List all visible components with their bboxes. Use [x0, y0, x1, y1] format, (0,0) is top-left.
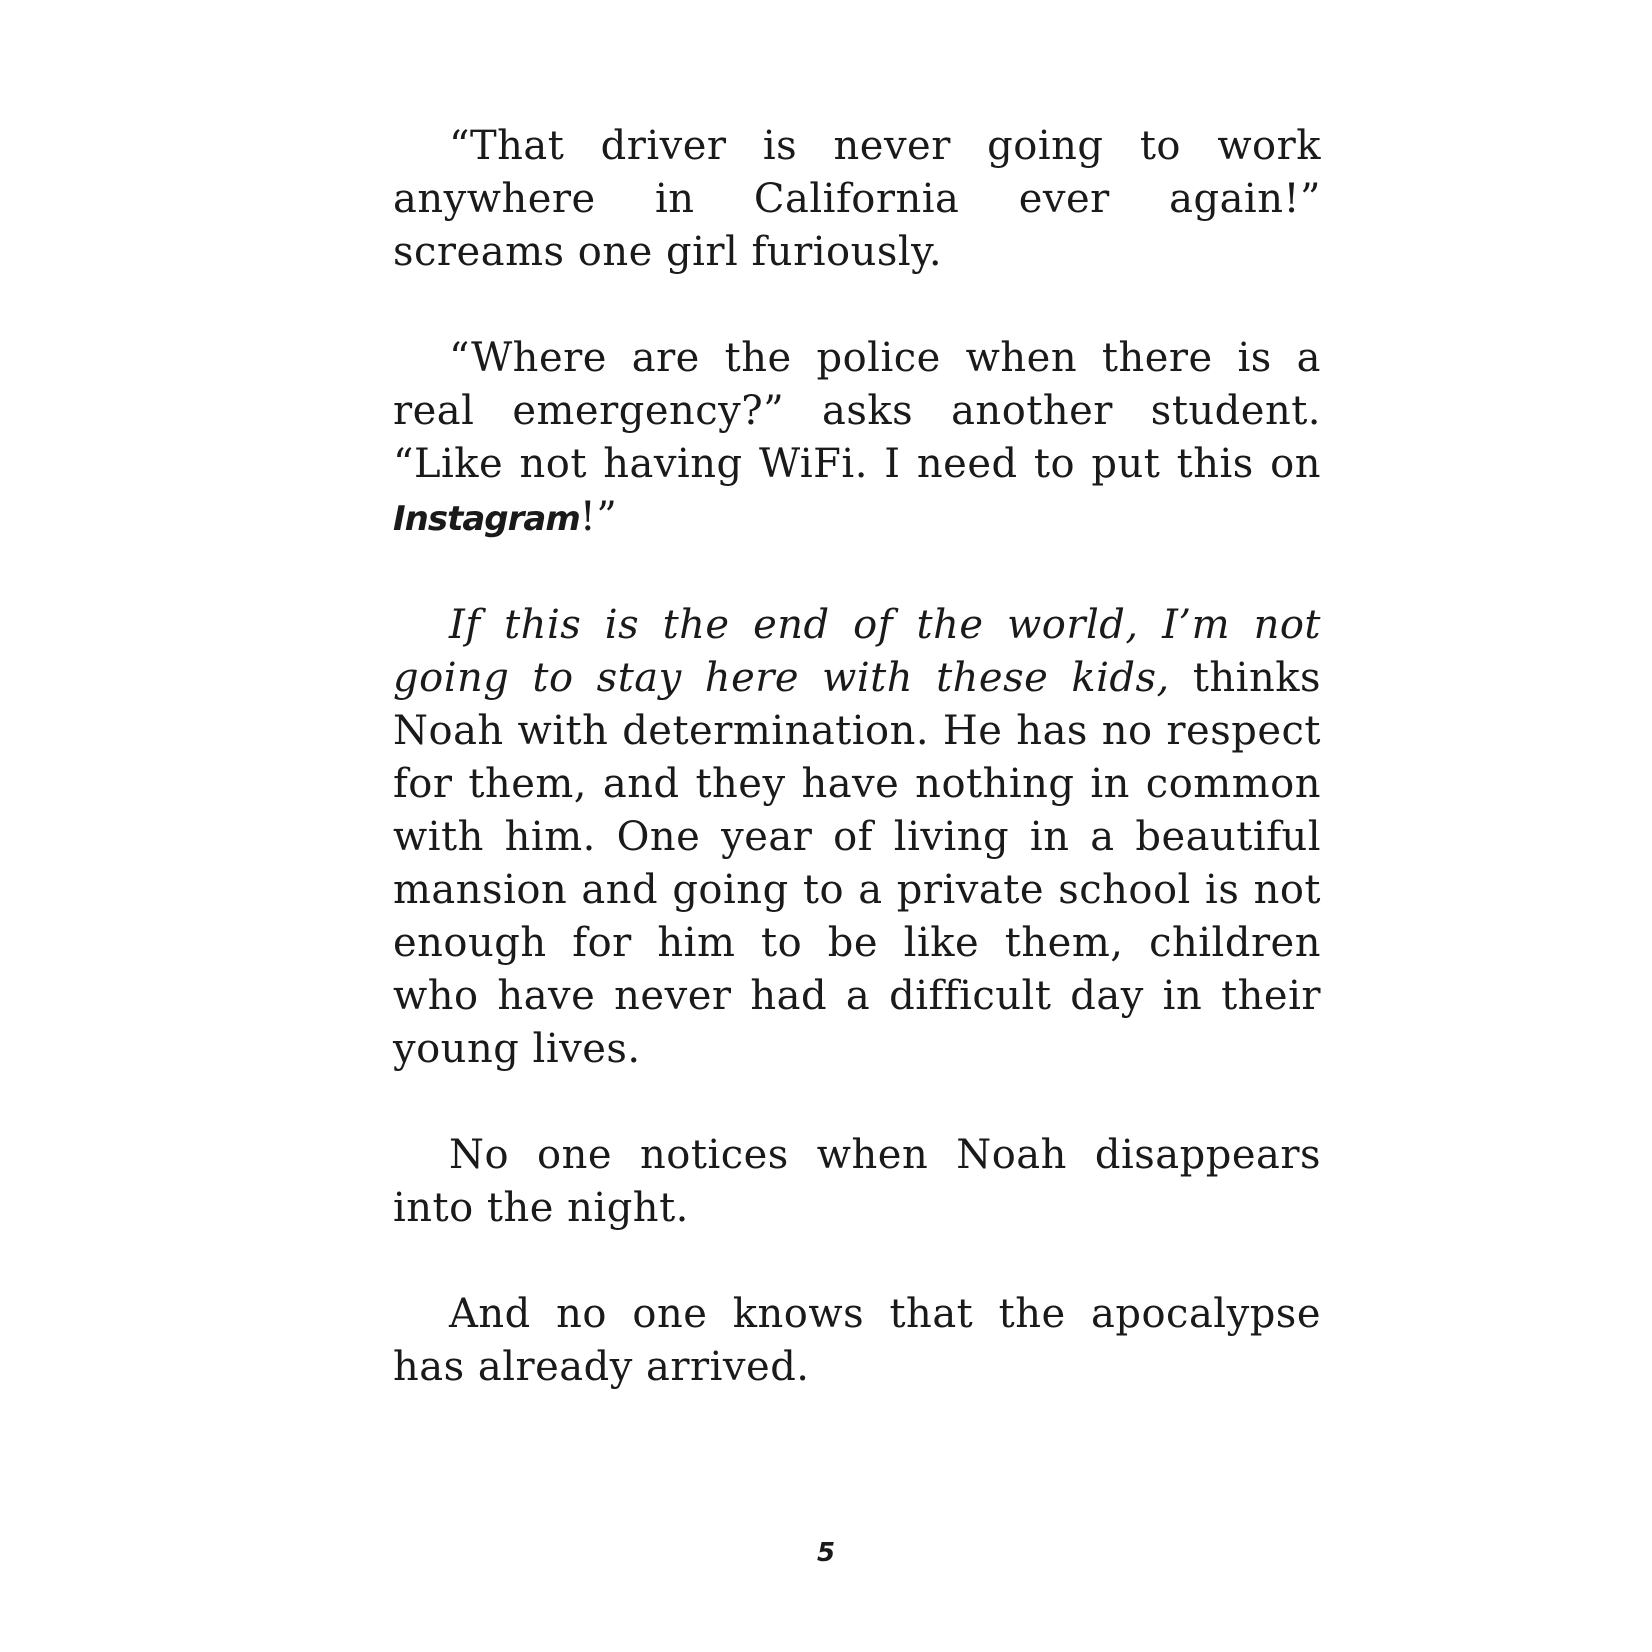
page-number: 5: [816, 1538, 836, 1568]
paragraph-2-text: “Where are the police when there is a real emergency?” asks another student. “Like not having WiFi. I need to put this on: [393, 335, 1321, 487]
paragraph-2: [393, 332, 1321, 546]
paragraph-1: [393, 120, 1321, 279]
paragraph-4-text: No one notices when Noah disappears into the night.: [393, 1132, 1321, 1231]
paragraph-5-text: And no one knows that the apocalypse has already arrived.: [393, 1291, 1321, 1390]
paragraph-3: [393, 599, 1321, 1076]
paragraph-3-text: thinks Noah with determination. He has no respect for them, and they have nothing in common with him. One year of living in a beautiful mansion and going to a private school is not enough for him to be like them, children who have never had a difficult day in their young lives.: [393, 655, 1321, 1072]
noah-thought: If this is the end of the world, I’m not going to stay here with these kids,: [393, 602, 1321, 701]
paragraph-4: [393, 1129, 1321, 1235]
paragraph-1-text: “That driver is never going to work anywhere in California ever again!” screams one girl furiously.: [393, 123, 1321, 275]
paragraph-5: [393, 1288, 1321, 1394]
body-text: [393, 120, 1321, 1394]
paragraph-2-closing: !”: [579, 494, 618, 540]
instagram-stylized-word: Instagram: [393, 499, 580, 539]
